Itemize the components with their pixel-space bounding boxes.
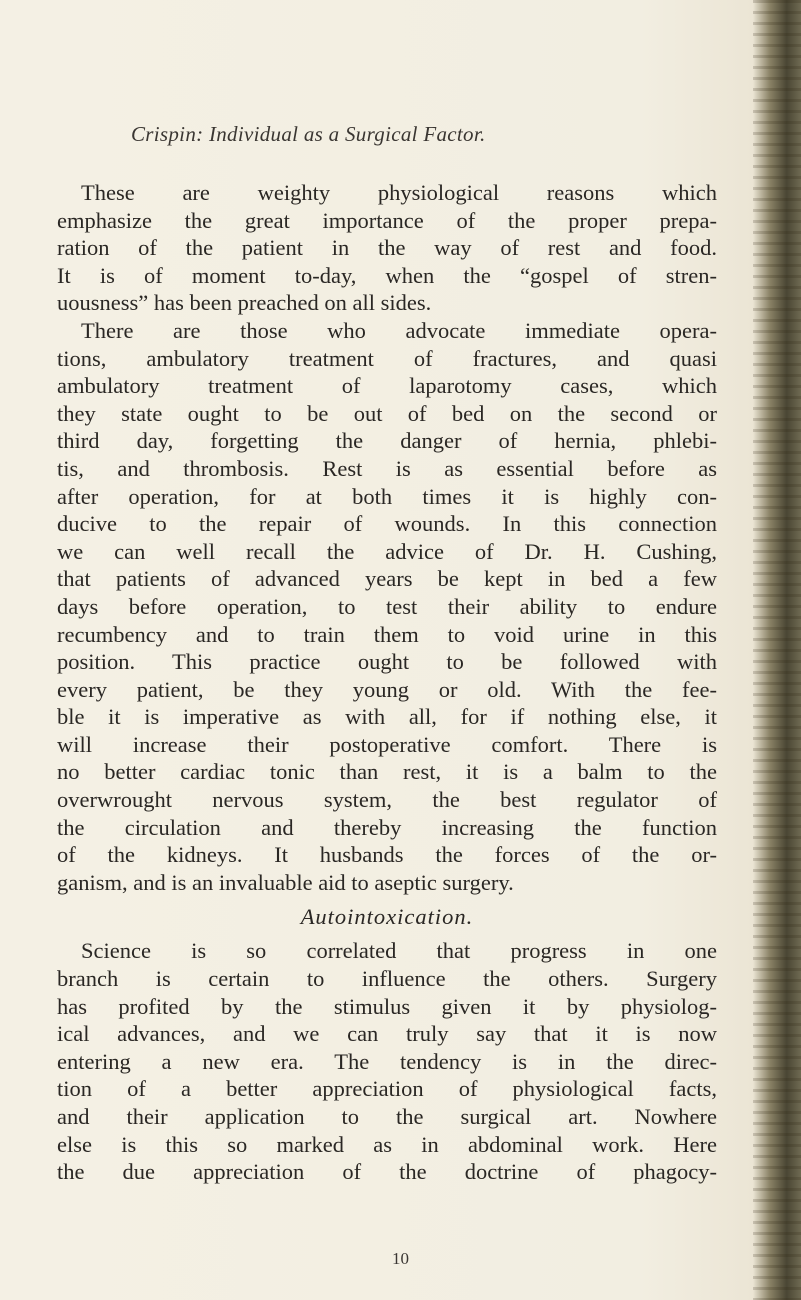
text-line: they state ought to be out of bed on the second or	[57, 400, 717, 426]
running-header: Crispin: Individual as a Surgical Factor.	[131, 122, 486, 146]
text-line: overwrought nervous system, the best regulator of	[57, 787, 717, 813]
text-line: branch is certain to influence the others. Surgery	[57, 966, 717, 992]
text-line: These are weighty physiological reasons which	[81, 180, 717, 205]
text-line: ambulatory treatment of laparotomy cases, which	[57, 373, 717, 399]
paragraph-1	[57, 179, 717, 317]
text-line: ble it is imperative as with all, for if nothing else, it	[57, 704, 717, 730]
text-line: has profited by the stimulus given it by physiolog-	[57, 993, 717, 1019]
text-line: we can well recall the advice of Dr. H. Cushing,	[57, 538, 717, 564]
text-line: ration of the patient in the way of rest and food.	[57, 235, 717, 261]
text-line: that patients of advanced years be kept in bed a few	[57, 566, 717, 592]
text-line: no better cardiac tonic than rest, it is a balm to the	[57, 759, 717, 785]
text-line: There are those who advocate immediate opera-	[81, 317, 717, 343]
text-line: Science is so correlated that progress in one	[81, 938, 717, 964]
text-line: ical advances, and we can truly say that it is now	[57, 1021, 717, 1047]
text-line: every patient, be they young or old. With the fee-	[57, 676, 717, 702]
text-line: entering a new era. The tendency is in the direc-	[57, 1048, 717, 1074]
text-line: of the kidneys. It husbands the forces of the or-	[57, 842, 717, 868]
text-line: days before operation, to test their ability to endure	[57, 593, 717, 619]
text-line: the due appreciation of the doctrine of phagocy-	[57, 1159, 717, 1185]
section-heading: Autointoxication.	[300, 904, 474, 930]
text-line: ducive to the repair of wounds. In this connection	[57, 511, 717, 537]
text-line: else is this so marked as in abdominal work. Here	[57, 1131, 717, 1157]
book-binding-edge	[753, 0, 801, 1300]
text-line: tis, and thrombosis. Rest is as essential before as	[57, 455, 717, 481]
text-line: position. This practice ought to be followed with	[57, 649, 717, 675]
text-line: tion of a better appreciation of physiological facts,	[57, 1076, 717, 1102]
text-line: third day, forgetting the danger of hernia, phlebi-	[57, 428, 717, 454]
text-line: the circulation and thereby increasing the function	[57, 814, 717, 840]
paragraph-3	[57, 937, 717, 1185]
text-line: tions, ambulatory treatment of fractures, and quasi	[57, 345, 717, 371]
text-line: emphasize the great importance of the proper prepa-	[57, 207, 717, 233]
text-line: ganism, and is an invaluable aid to aseptic surgery.	[57, 869, 514, 895]
paragraph-2	[57, 317, 717, 896]
body-text	[57, 179, 717, 1186]
text-line: uousness” has been preached on all sides.	[57, 290, 432, 316]
page-number: 10	[392, 1249, 409, 1268]
text-line: after operation, for at both times it is highly con-	[57, 483, 717, 509]
text-line: will increase their postoperative comfort. There is	[57, 731, 717, 757]
text-line: It is of moment to-day, when the “gospel of stren-	[57, 262, 717, 288]
text-line: recumbency and to train them to void urine in this	[57, 621, 717, 647]
text-line: and their application to the surgical art. Nowhere	[57, 1104, 717, 1129]
